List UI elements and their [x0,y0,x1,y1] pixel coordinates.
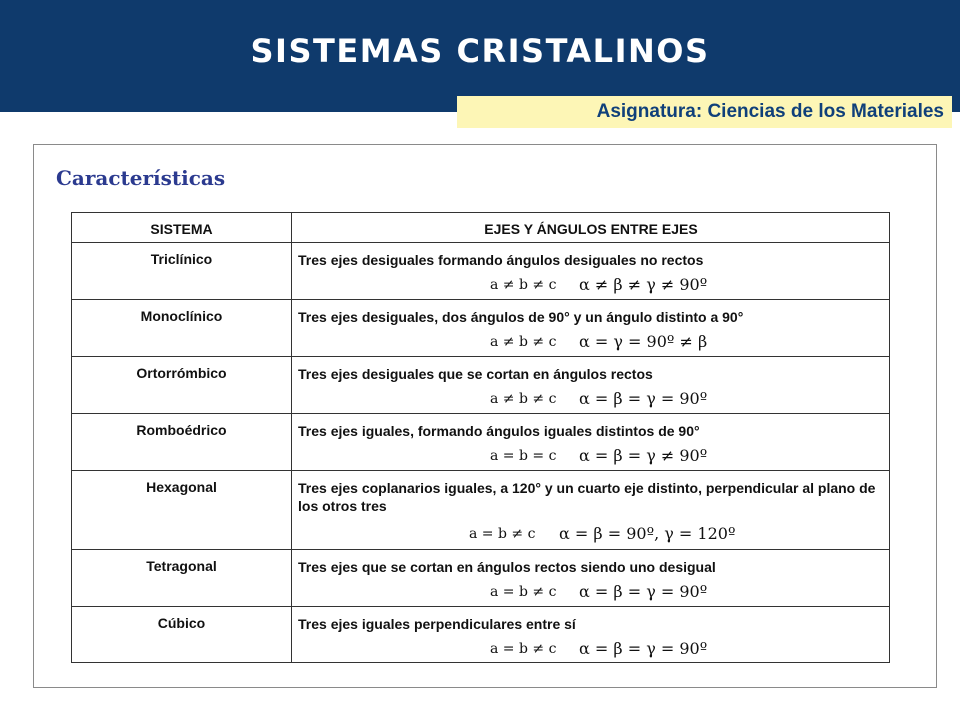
row-description: Tres ejes desiguales que se cortan en ángulos rectos [298,366,653,382]
angles-formula: α = β = γ = 90º [579,582,708,601]
table-row [72,242,889,299]
table-row [72,356,889,413]
table-row [72,413,889,470]
row-description: Tres ejes coplanarios iguales, a 120° y un cuarto eje distinto, perpendicular al plano de los otros tres [298,480,876,514]
table-header-row [72,213,889,242]
row-sistema: Cúbico [157,615,206,631]
axes-formula: a ≠ b ≠ c [490,391,557,407]
axes-formula: a = b ≠ c [490,584,557,600]
row-description: Tres ejes desiguales formando ángulos desiguales no rectos [298,252,704,268]
angles-formula: α = β = γ ≠ 90º [579,446,708,465]
axes-formula: a = b = c [490,448,557,464]
crystal-systems-table [71,212,890,663]
row-description: Tres ejes iguales perpendiculares entre sí [298,616,576,632]
page-title: SISTEMAS CRISTALINOS [250,32,710,70]
row-description: Tres ejes que se cortan en ángulos rectos siendo uno desigual [298,559,716,575]
table-row [72,606,889,664]
table-row [72,470,889,549]
table-row [72,299,889,356]
axes-formula: a = b ≠ c [469,526,536,542]
row-description: Tres ejes desiguales, dos ángulos de 90° y un ángulo distinto a 90° [298,309,744,325]
axes-formula: a = b ≠ c [490,641,557,657]
angles-formula: α = β = 90º, γ = 120º [559,524,736,543]
angles-formula: α = β = γ = 90º [579,389,708,408]
row-sistema: Hexagonal [146,479,217,495]
angles-formula: α = β = γ = 90º [579,639,708,658]
row-sistema: Monoclínico [140,308,223,324]
row-sistema: Ortorrómbico [136,365,227,381]
angles-formula: α ≠ β ≠ γ ≠ 90º [579,275,708,294]
axes-formula: a ≠ b ≠ c [490,334,557,350]
row-sistema: Romboédrico [136,422,227,438]
row-sistema: Tetragonal [146,558,217,574]
header-ejes: EJES Y ÁNGULOS ENTRE EJES [484,221,698,237]
table-row [72,549,889,606]
row-description: Tres ejes iguales, formando ángulos iguales distintos de 90° [298,423,700,439]
section-title: Características [56,166,226,190]
subject-label: Asignatura: Ciencias de los Materiales [457,96,952,128]
axes-formula: a ≠ b ≠ c [490,277,557,293]
angles-formula: α = γ = 90º ≠ β [579,332,708,351]
row-sistema: Triclínico [150,251,213,267]
header-sistema: SISTEMA [150,221,213,237]
